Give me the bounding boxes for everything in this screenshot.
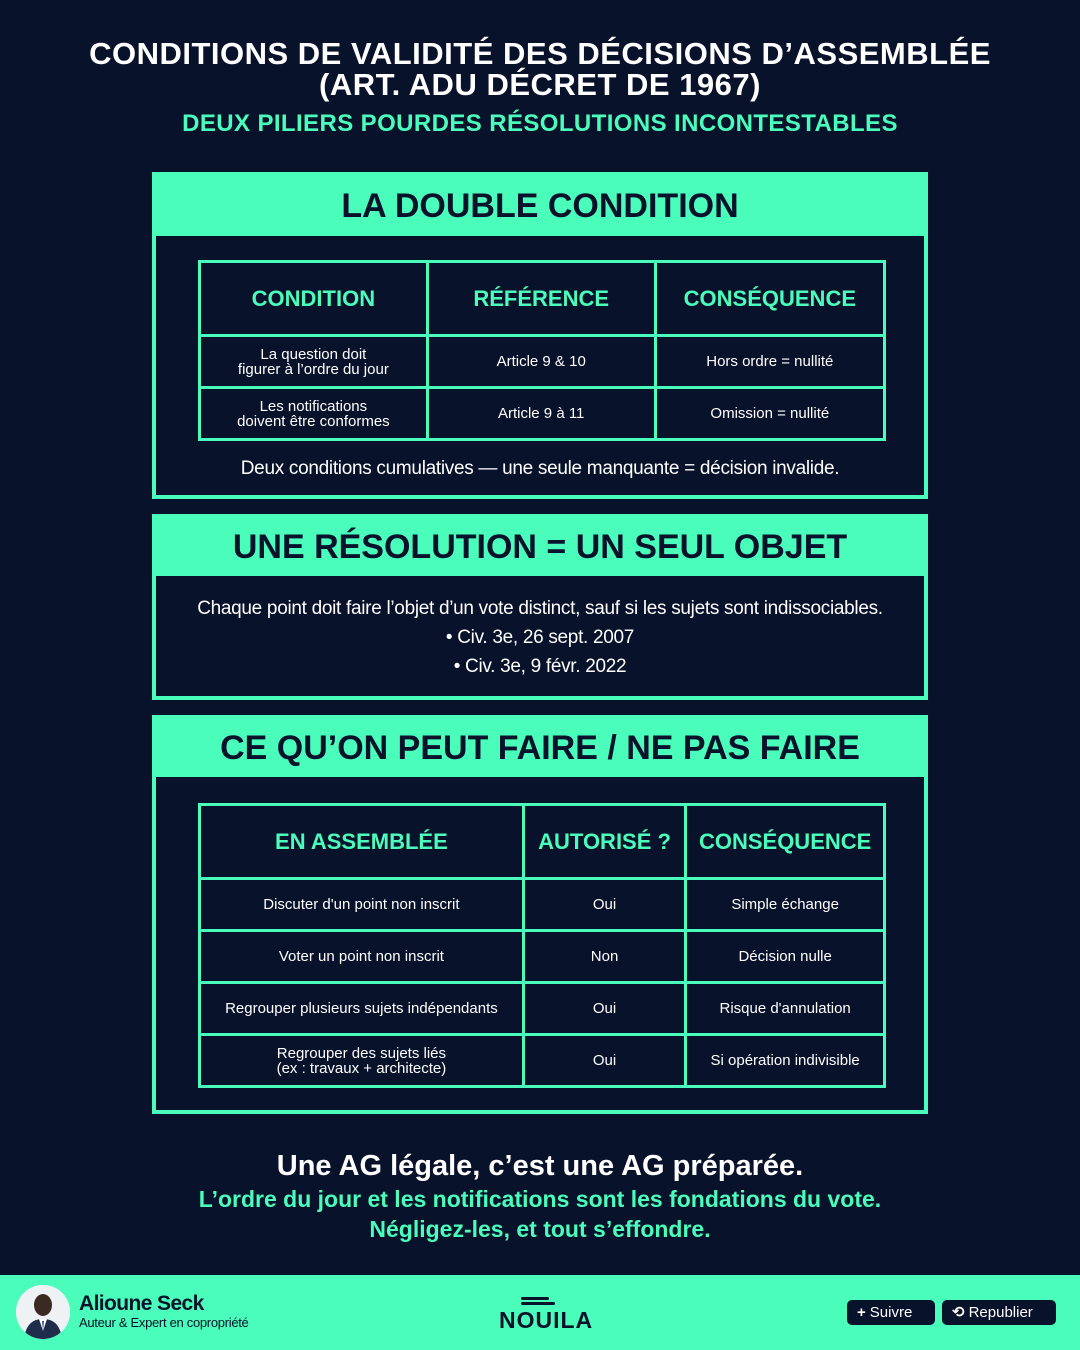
condition-text-line1: La question doit (260, 345, 367, 363)
follow-label: Suivre (869, 1304, 913, 1321)
closing-headline: Une AG légale, c’est une AG préparée. (276, 1150, 804, 1182)
action-text-line2: (ex : travaux + architecte) (276, 1059, 447, 1077)
logo-wordmark: NOUILA (499, 1307, 594, 1333)
cumulative-note: Deux conditions cumulatives — une seule manquante = décision invalide. (240, 458, 840, 479)
avatar[interactable] (16, 1285, 70, 1339)
repost-label: Republier (968, 1304, 1033, 1321)
closing-message (0, 1148, 1080, 1244)
action-cell: Regrouper plusieurs sujets indépendants (200, 983, 524, 1035)
double-condition-table (198, 260, 886, 441)
person-icon (16, 1285, 70, 1339)
table-row (200, 388, 885, 440)
reference-cell: Article 9 & 10 (427, 336, 655, 388)
repost-icon: ⟲ (952, 1304, 965, 1321)
column-header-condition: CONDITION (200, 262, 428, 336)
repost-button[interactable] (942, 1300, 1056, 1325)
double-condition-title: LA DOUBLE CONDITION (156, 176, 924, 236)
column-header-reference: RÉFÉRENCE (427, 262, 655, 336)
do-dont-card (152, 715, 928, 1114)
action-cell: Discuter d'un point non inscrit (200, 879, 524, 931)
case-reference: • Civ. 3e, 9 févr. 2022 (453, 656, 627, 677)
table-row (200, 1035, 885, 1087)
consequence-cell: Omission = nullité (655, 388, 884, 440)
author-name[interactable]: Alioune Seck (79, 1292, 204, 1315)
condition-cell (200, 336, 428, 388)
condition-text-line2: figurer à l’ordre du jour (237, 360, 389, 378)
allowed-cell: Oui (523, 983, 685, 1035)
do-dont-table (198, 803, 886, 1088)
allowed-cell: Oui (523, 1035, 685, 1087)
plus-icon: + (857, 1304, 866, 1321)
single-object-title: UNE RÉSOLUTION = UN SEUL OBJET (156, 518, 924, 576)
consequence-cell: Décision nulle (686, 931, 885, 983)
condition-text-line1: Les notifications (259, 397, 368, 415)
table-row (200, 983, 885, 1035)
consequence-cell: Simple échange (686, 879, 885, 931)
author-block (79, 1293, 249, 1331)
column-header-consequence: CONSÉQUENCE (686, 805, 885, 879)
reference-cell: Article 9 à 11 (427, 388, 655, 440)
allowed-cell: Non (523, 931, 685, 983)
consequence-cell: Hors ordre = nullité (655, 336, 884, 388)
logo-lines-icon (521, 1297, 555, 1307)
page-title-line1: CONDITIONS DE VALIDITÉ DES DÉCISIONS D’ASSEMBLÉE (89, 36, 991, 71)
condition-text-line2: doivent être conformes (237, 412, 390, 430)
closing-line3: Négligez-les, et tout s’effondre. (369, 1216, 711, 1242)
action-cell: Voter un point non inscrit (200, 931, 524, 983)
header (0, 38, 1080, 138)
table-row (200, 931, 885, 983)
follow-button[interactable] (847, 1300, 935, 1325)
double-condition-card (152, 172, 928, 499)
column-header-allowed: AUTORISÉ ? (523, 805, 685, 879)
single-object-body (156, 594, 924, 681)
table-row (200, 336, 885, 388)
do-dont-title: CE QU’ON PEUT FAIRE / NE PAS FAIRE (156, 719, 924, 777)
consequence-cell: Si opération indivisible (686, 1035, 885, 1087)
single-object-card (152, 514, 928, 700)
column-header-consequence: CONSÉQUENCE (655, 262, 884, 336)
footer-bar (0, 1275, 1080, 1350)
action-cell (200, 1035, 524, 1087)
case-reference: • Civ. 3e, 26 sept. 2007 (445, 627, 635, 648)
single-object-text: Chaque point doit faire l’objet d’un vote distinct, sauf si les sujets sont indissociables. (197, 598, 883, 619)
condition-cell (200, 388, 428, 440)
brand-logo (497, 1295, 594, 1335)
table-row (200, 879, 885, 931)
consequence-cell: Risque d'annulation (686, 983, 885, 1035)
page-title-line2: (ART. ADU DÉCRET DE 1967) (319, 67, 761, 102)
author-role: Auteur & Expert en copropriété (79, 1315, 249, 1330)
table-header-row (200, 262, 885, 336)
action-text-line1: Regrouper des sujets liés (276, 1044, 447, 1062)
page-subtitle: DEUX PILIERS POURDES RÉSOLUTIONS INCONTESTABLES (182, 110, 898, 137)
column-header-assembly: EN ASSEMBLÉE (200, 805, 524, 879)
allowed-cell: Oui (523, 879, 685, 931)
closing-line2: L’ordre du jour et les notifications sont les fondations du vote. (198, 1186, 882, 1212)
table-header-row (200, 805, 885, 879)
